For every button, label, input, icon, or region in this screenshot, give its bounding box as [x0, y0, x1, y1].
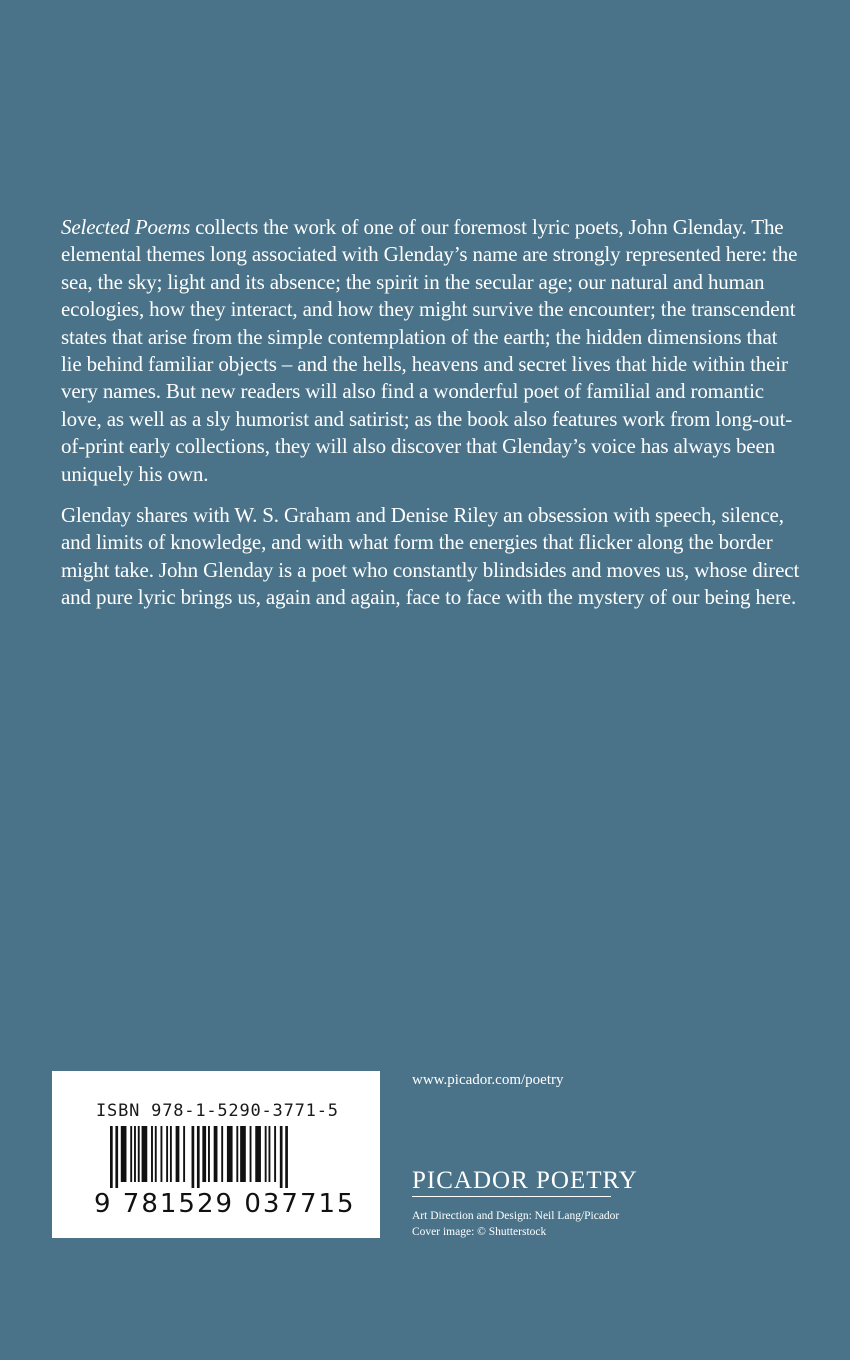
- barcode-bar: [236, 1126, 238, 1182]
- barcode-bar: [170, 1126, 172, 1182]
- barcode-bar: [166, 1126, 168, 1182]
- ean-digits: 9 781529 037715: [94, 1189, 356, 1219]
- barcode-bar: [183, 1126, 185, 1182]
- barcode-bar: [240, 1126, 246, 1182]
- barcode-bar: [155, 1126, 157, 1182]
- barcode-bar: [208, 1126, 210, 1182]
- barcode-icon: [108, 1126, 380, 1188]
- barcode-bar: [134, 1126, 136, 1182]
- barcode-bar: [227, 1126, 233, 1182]
- publisher-url: www.picador.com/poetry: [412, 1072, 564, 1088]
- barcode-bar: [274, 1126, 276, 1182]
- imprint-logo: PICADOR POETRY: [412, 1167, 638, 1194]
- imprint-underline: [412, 1196, 611, 1197]
- barcode-bar: [268, 1126, 270, 1182]
- credit-cover: Cover image: © Shutterstock: [412, 1226, 547, 1238]
- barcode-bar: [265, 1126, 267, 1182]
- barcode-bar: [285, 1126, 288, 1188]
- barcode-bar: [197, 1126, 200, 1188]
- barcode-bar: [151, 1126, 153, 1182]
- barcode-bar: [115, 1126, 118, 1188]
- barcode-bar: [138, 1126, 140, 1182]
- barcode-bar: [202, 1126, 206, 1182]
- barcode-bar: [160, 1126, 162, 1182]
- barcode-bar: [130, 1126, 132, 1182]
- barcode-bar: [176, 1126, 180, 1182]
- barcode-bar: [214, 1126, 218, 1182]
- barcode-bar: [121, 1126, 127, 1182]
- credits: [412, 1208, 619, 1240]
- isbn-barcode-panel: [52, 1071, 380, 1238]
- barcode-bar: [221, 1126, 223, 1182]
- blurb-paragraph-1-text: collects the work of one of our foremost lyric poets, John Glenday. The elemental themes long associated with Glenday’s name are strongly represented here: the sea, the sky; light and its absence; the spirit in the secular age; our natural and human ecologies, how they interact, and how they might survive the encounter; the transcendent states that arise from the simple contemplation of the earth; the hidden dimensions that lie behind familiar objects – and the hells, heavens and secret lives that hide within their very names. But new readers will also find a wonderful poet of familial and romantic love, as well as a sly humorist and satirist; as the book also features work from long-out-of-print early collections, they will also discover that Glenday’s voice has always been uniquely his own.: [61, 215, 798, 486]
- barcode-bar: [280, 1126, 283, 1188]
- barcode-bar: [250, 1126, 252, 1182]
- barcode-bar: [142, 1126, 148, 1182]
- barcode-bar: [192, 1126, 195, 1188]
- credit-design: Art Direction and Design: Neil Lang/Picador: [412, 1210, 620, 1222]
- barcode-bar: [255, 1126, 261, 1182]
- isbn-label: ISBN 978-1-5290-3771-5: [96, 1101, 339, 1121]
- blurb-paragraph-1: [61, 214, 801, 488]
- book-title-italic: Selected Poems: [61, 215, 191, 239]
- barcode-bar: [110, 1126, 113, 1188]
- back-cover-blurb: [61, 214, 801, 612]
- blurb-paragraph-2: Glenday shares with W. S. Graham and Denise Riley an obsession with speech, silence, and limits of knowledge, and with what form the energies that flicker along the border might take. John Glenday is a poet who constantly blindsides and moves us, whose direct and pure lyric brings us, again and again, face to face with the mystery of our being here.: [61, 503, 800, 610]
